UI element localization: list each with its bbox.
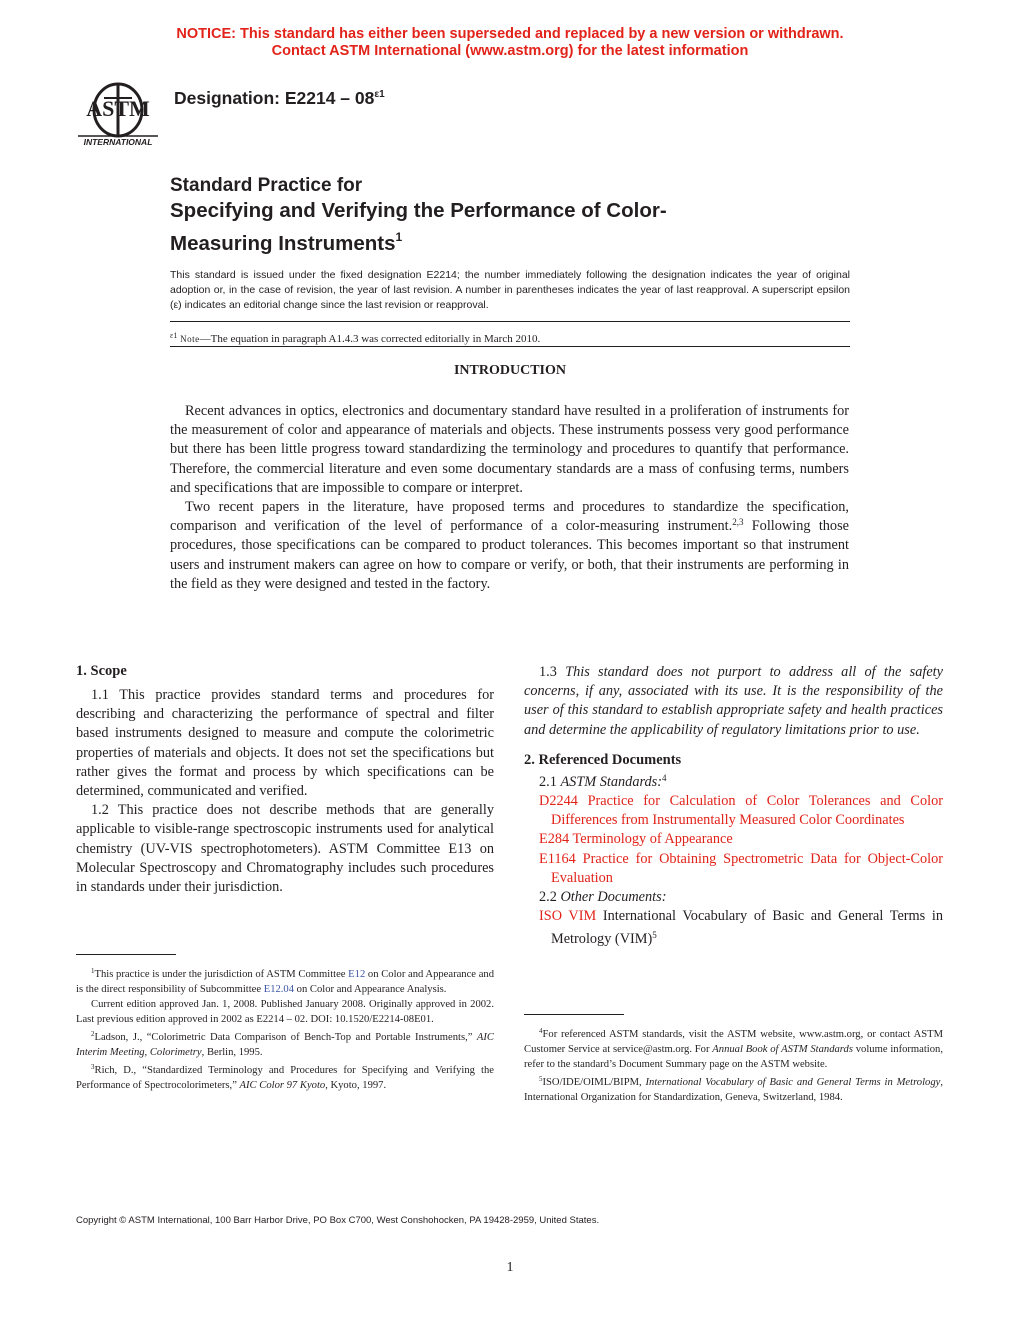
other-documents-label — [524, 888, 943, 907]
footnote-2-text-b: , Berlin, 1995. — [201, 1047, 263, 1058]
ref-text-e284[interactable]: Terminology of Appearance — [572, 831, 733, 848]
footnote-3 — [76, 1060, 494, 1093]
footnote-3-sup: 3 — [91, 1063, 95, 1071]
astm-standards-text: ASTM Standards: — [560, 773, 662, 790]
title-sup: 1 — [395, 230, 403, 244]
footnote-1-text-a: This practice is under the jurisdiction of ASTM Committee — [94, 969, 349, 980]
introduction-body — [170, 402, 849, 594]
ref-text-e1164[interactable]: Practice for Obtaining Spectrometric Data for Object-Color Evaluation — [551, 850, 944, 886]
footnote-5-sup: 5 — [539, 1075, 543, 1083]
intro-p2-end: Following those procedures, those specifications can be compared to product tolerances. This becomes important so that instrument users and instrument makers can agree on how to compare or verify, or both, that their instruments are performing in the field as they were designed and tested in the factory. — [170, 518, 849, 592]
scope-1-3-num: 1.3 — [539, 664, 566, 680]
astm-standards-num: 2.1 — [539, 773, 561, 790]
notice-line-2: Contact ASTM International (www.astm.org) for the latest information — [271, 43, 749, 59]
introduction-paragraph-1: Recent advances in optics, electronics and documentary standard have resulted in a proliferation of instruments for the measurement of color and appearance of materials and objects. These instruments possess very good performance but there has been little progress toward standardizing the terminology and procedures to quantify that performance. Therefore, the commercial literature and even some documentary standards are a mass of confusing terms, numbers and specifications that are impossible to compare or interpret. — [170, 403, 849, 496]
designation — [174, 88, 385, 109]
introduction-heading: INTRODUCTION — [453, 363, 566, 378]
introduction-paragraph-2 — [170, 498, 849, 594]
footnote-3-italic: AIC Color 97 Kyoto — [239, 1080, 326, 1091]
footnote-divider-right — [524, 1014, 624, 1015]
logo-letters: ASTM — [86, 96, 150, 121]
ref-code-iso-vim[interactable]: ISO VIM — [539, 908, 597, 925]
editorial-note — [170, 328, 540, 347]
logo-subtext: INTERNATIONAL — [83, 137, 153, 147]
footnote-1-sup: 1 — [91, 967, 95, 975]
footnote-1 — [76, 964, 494, 997]
footnote-4 — [524, 1024, 943, 1072]
footnotes-right — [524, 1024, 943, 1105]
footnote-current-edition: Current edition approved Jan. 1, 2008. Published January 2008. Originally approved in 2002. Last previous edition approved in 2002 as E2214 – 02. DOI: 10.1520/E2214-08E01. — [76, 999, 494, 1025]
other-documents-text: Other Documents: — [560, 889, 667, 906]
footnote-4-sup: 4 — [539, 1027, 543, 1035]
footnote-1-text-b: on Color and Appearance and is the direct responsibility of Subcommittee — [76, 969, 494, 995]
footnote-3-text-a: Rich, D., “Standardized Terminology and Procedures for Specifying and Verifying the Performance of Spectrocolorimeters,” — [76, 1065, 494, 1091]
footnote-5-italic: International Vocabulary of Basic and General Terms in Metrology — [645, 1077, 941, 1088]
ref-text-iso-vim: International Vocabulary of Basic and General Terms in Metrology (VIM) — [551, 908, 944, 948]
title-main — [170, 198, 667, 257]
footnote-1-text-c: on Color and Appearance Analysis. — [294, 984, 447, 995]
astm-standards-label — [524, 773, 943, 792]
editorial-note-text: —The equation in paragraph A1.4.3 was corrected editorially in March 2010. — [199, 333, 541, 345]
footnote-1-link-e1204[interactable]: E12.04 — [263, 984, 295, 995]
scope-1-1: 1.1 This practice provides standard terms and procedures for describing and characterizing the performance of spectral and filter based instruments designed to measure and compute the colorimetric properties of materials and objects. It does not set the specifications but rather gives the format and process by which specifications can be determined, communicated and verified. — [76, 687, 494, 800]
footnote-2-sup: 2 — [91, 1030, 95, 1038]
scope-section — [76, 663, 494, 897]
page-number: 1 — [506, 1260, 514, 1275]
ref-item-iso-vim — [524, 907, 943, 949]
footnote-2 — [76, 1027, 494, 1060]
footnote-4-italic: Annual Book of ASTM Standards — [712, 1044, 853, 1055]
scope-1-3-text: This standard does not purport to address all of the safety concerns, if any, associated with its use. It is the responsibility of the user of this standard to establish appropriate safety and health practices and determine the applicability of regulatory limitations prior to use. — [524, 664, 943, 738]
editorial-note-sup: ε1 — [170, 331, 178, 340]
ref-item-d2244[interactable] — [524, 792, 943, 830]
footnote-2-text-a: Ladson, J., “Colorimetric Data Comparison of Bench-Top and Portable Instruments,” — [94, 1032, 477, 1043]
notice-line-1: NOTICE: This standard has either been superseded and replaced by a new version or withdrawn. — [176, 26, 844, 42]
ref-item-e284[interactable] — [524, 830, 943, 849]
intro-p2-sup: 2,3 — [732, 517, 744, 528]
ref-code-d2244[interactable]: D2244 — [539, 793, 578, 810]
title-line-2: Specifying and Verifying the Performance of Color- — [170, 199, 667, 222]
right-column — [524, 663, 943, 950]
ref-item-e1164[interactable] — [524, 850, 943, 888]
footnote-5-text-a: ISO/IDE/OIML/BIPM, — [542, 1077, 646, 1088]
astm-standards-sup: 4 — [662, 772, 667, 783]
footnote-4-text-a: For referenced ASTM standards, visit the ASTM website, www.astm.org, or contact ASTM Customer Service at service@astm.org. For — [524, 1029, 943, 1055]
astm-logo — [76, 76, 160, 148]
footnote-5-text-b: , International Organization for Standardization, Geneva, Switzerland, 1984. — [524, 1077, 944, 1103]
designation-sup: ε1 — [374, 89, 385, 100]
scope-1-2: 1.2 This practice does not describe methods that are generally applicable to visible-range spectroscopic instruments used for analytical chemistry (UV-VIS spectrophotometers). ASTM Committee E13 on Molecular Spectroscopy and Chromatography includes such procedures in standards under their jurisdiction. — [76, 802, 494, 896]
ref-text-d2244[interactable]: Practice for Calculation of Color Tolerances and Color Differences from Instrumentally Measured Color Coordinates — [551, 793, 943, 829]
title-line-1: Standard Practice for — [170, 175, 363, 196]
ref-code-e284[interactable]: E284 — [539, 831, 570, 848]
divider-bottom — [170, 346, 850, 347]
ref-iso-sup: 5 — [652, 930, 657, 941]
footnote-1-link-e12[interactable]: E12 — [348, 969, 366, 980]
footnote-5 — [524, 1072, 943, 1105]
footnote-4-text-b: volume information, refer to the standard’s Document Summary page on the ASTM website. — [524, 1044, 943, 1070]
scope-1-3 — [524, 663, 943, 740]
copyright: Copyright © ASTM International, 100 Barr Harbor Drive, PO Box C700, West Conshohocken, PA 19428-2959, United States. — [76, 1215, 600, 1226]
footnote-3-text-b: , Kyoto, 1997. — [325, 1080, 387, 1091]
other-documents-num: 2.2 — [539, 889, 561, 906]
designation-label: Designation: E2214 – 08 — [174, 88, 375, 108]
scope-heading: 1. Scope — [76, 663, 127, 679]
ref-code-e1164[interactable]: E1164 — [539, 850, 576, 867]
astm-logo-icon — [76, 76, 160, 148]
title-line-3: Measuring Instruments — [170, 232, 396, 255]
footnote-2-italic: AIC Interim Meeting, Colorimetry — [76, 1032, 494, 1058]
footnotes-left — [76, 964, 494, 1093]
editorial-note-label: Note — [180, 334, 200, 344]
issued-notice: This standard is issued under the fixed designation E2214; the number immediately following the designation indicates the year of original adoption or, in the case of revision, the year of last revision. A number in parentheses indicates the year of last reapproval. A superscript epsilon (ε) indicates an editorial change since the last revision or reapproval. — [170, 269, 850, 311]
divider-top — [170, 321, 850, 322]
referenced-heading: 2. Referenced Documents — [524, 751, 682, 768]
intro-p2-start: Two recent papers in the literature, have proposed terms and procedures to standardize the specification, comparison and verification of the level of performance of a color-measuring instrument. — [170, 499, 849, 535]
footnote-divider-left — [76, 954, 176, 955]
